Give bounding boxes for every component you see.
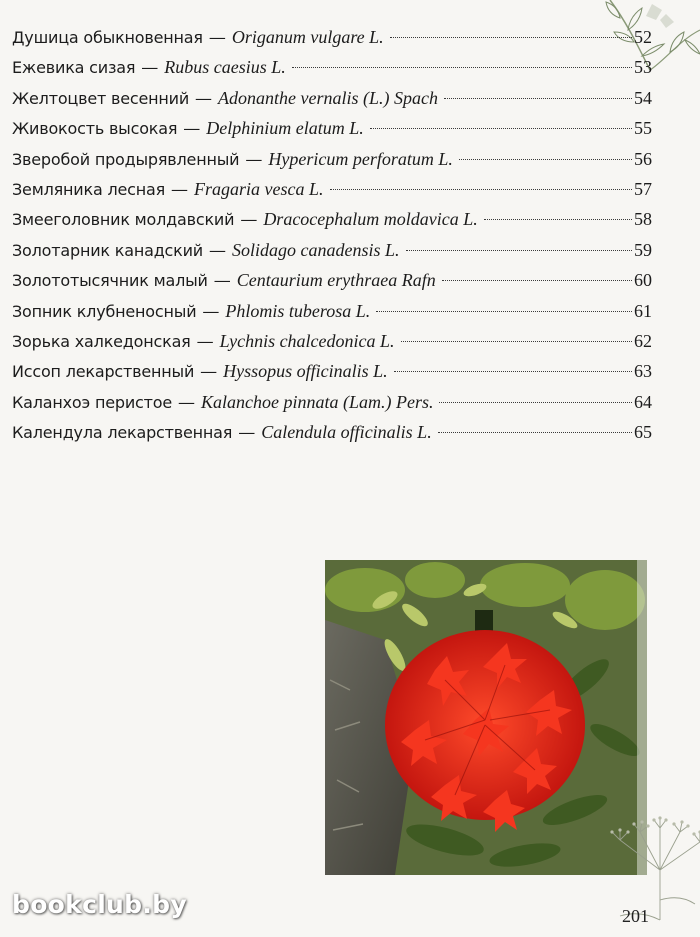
name-separator: — — [238, 423, 256, 444]
name-separator: — — [245, 149, 263, 170]
name-separator: — — [213, 271, 231, 292]
name-separator: — — [240, 210, 258, 231]
russian-plant-name: Земляника лесная — [12, 179, 165, 199]
latin-plant-name: Adonanthe vernalis (L.) Spach — [218, 87, 438, 108]
name-separator: — — [183, 119, 201, 140]
latin-plant-name: Kalanchoe pinnata (Lam.) Pers. — [201, 391, 434, 412]
russian-plant-name: Змееголовник молдавский — [12, 210, 235, 230]
toc-entry — [12, 265, 652, 295]
toc-entry — [12, 113, 652, 143]
name-separator: — — [208, 28, 226, 48]
latin-plant-name: Hypericum perforatum L. — [268, 148, 453, 169]
toc-page-number: 62 — [634, 330, 652, 351]
russian-plant-name: Ежевика сизая — [12, 58, 136, 78]
toc-page-number: 53 — [634, 57, 652, 78]
russian-plant-name: Зорька халкедонская — [12, 331, 191, 351]
toc-page-number: 57 — [634, 178, 652, 199]
toc-page-number: 65 — [634, 422, 652, 443]
latin-plant-name: Centaurium erythraea Rafn — [236, 270, 436, 291]
latin-plant-name: Solidago canadensis L. — [232, 239, 400, 260]
toc-entry — [12, 356, 652, 386]
name-separator: — — [141, 58, 159, 79]
latin-plant-name: Calendula officinalis L. — [261, 422, 432, 443]
latin-plant-name: Delphinium elatum L. — [206, 118, 364, 139]
umbel-plant-decoration — [600, 770, 700, 937]
latin-plant-name: Rubus caesius L. — [164, 57, 286, 78]
toc-entry — [12, 174, 652, 204]
name-separator: — — [209, 240, 227, 261]
dot-leader — [370, 128, 632, 129]
name-separator: — — [195, 88, 213, 109]
dot-leader — [438, 432, 632, 433]
dot-leader — [390, 37, 632, 38]
toc-page-number: 63 — [634, 361, 652, 382]
dot-leader — [292, 67, 632, 68]
name-separator: — — [200, 362, 218, 383]
dot-leader — [376, 311, 632, 312]
dot-leader — [401, 341, 632, 342]
toc-entry — [12, 83, 652, 113]
toc-entry — [12, 296, 652, 326]
latin-plant-name: Hyssopus officinalis L. — [223, 361, 388, 382]
toc-page-number: 52 — [634, 27, 652, 47]
name-separator: — — [171, 179, 188, 200]
toc-page-number: 54 — [634, 87, 652, 108]
toc-entry — [12, 326, 652, 356]
dot-leader — [442, 280, 632, 281]
russian-plant-name: Желтоцвет весенний — [12, 88, 190, 108]
table-of-contents — [12, 22, 652, 447]
watermark: bookclub.by — [12, 890, 187, 919]
latin-plant-name: Fragaria vesca L. — [194, 178, 324, 199]
name-separator: — — [178, 392, 195, 413]
toc-entry — [12, 235, 652, 265]
name-separator: — — [196, 331, 214, 352]
dot-leader — [439, 402, 632, 403]
latin-plant-name: Origanum vulgare L. — [231, 27, 384, 47]
toc-page-number: 59 — [634, 239, 652, 260]
latin-plant-name: Phlomis tuberosa L. — [225, 300, 371, 321]
toc-entry — [12, 52, 652, 82]
latin-plant-name: Lychnis chalcedonica L. — [219, 330, 395, 351]
russian-plant-name: Золотарник канадский — [12, 240, 204, 260]
toc-page-number: 64 — [634, 391, 652, 412]
russian-plant-name: Живокость высокая — [12, 119, 178, 139]
dot-leader — [444, 98, 632, 99]
dot-leader — [406, 250, 632, 251]
toc-entry — [12, 22, 652, 52]
russian-plant-name: Иссоп лекарственный — [12, 362, 195, 382]
page-number: 201 — [622, 906, 649, 926]
latin-plant-name: Dracocephalum moldavica L. — [263, 209, 478, 230]
toc-entry — [12, 144, 652, 174]
toc-page-number: 55 — [634, 118, 652, 139]
toc-page-number: 61 — [634, 300, 652, 321]
russian-plant-name: Душица обыкновенная — [12, 28, 203, 47]
toc-page-number: 58 — [634, 209, 652, 230]
dot-leader — [484, 219, 632, 220]
toc-entry — [12, 417, 652, 447]
russian-plant-name: Календула лекарственная — [12, 423, 233, 443]
name-separator: — — [202, 301, 220, 322]
dot-leader — [459, 159, 632, 160]
toc-page-number: 60 — [634, 270, 652, 291]
russian-plant-name: Зверобой продырявленный — [12, 149, 240, 169]
dot-leader — [394, 371, 632, 372]
russian-plant-name: Зопник клубненосный — [12, 301, 197, 321]
toc-entry — [12, 204, 652, 234]
dot-leader — [330, 189, 633, 190]
toc-page-number: 56 — [634, 148, 652, 169]
flower-photo — [325, 560, 647, 875]
russian-plant-name: Каланхоэ перистое — [12, 392, 172, 412]
toc-entry — [12, 387, 652, 417]
russian-plant-name: Золототысячник малый — [12, 271, 208, 291]
